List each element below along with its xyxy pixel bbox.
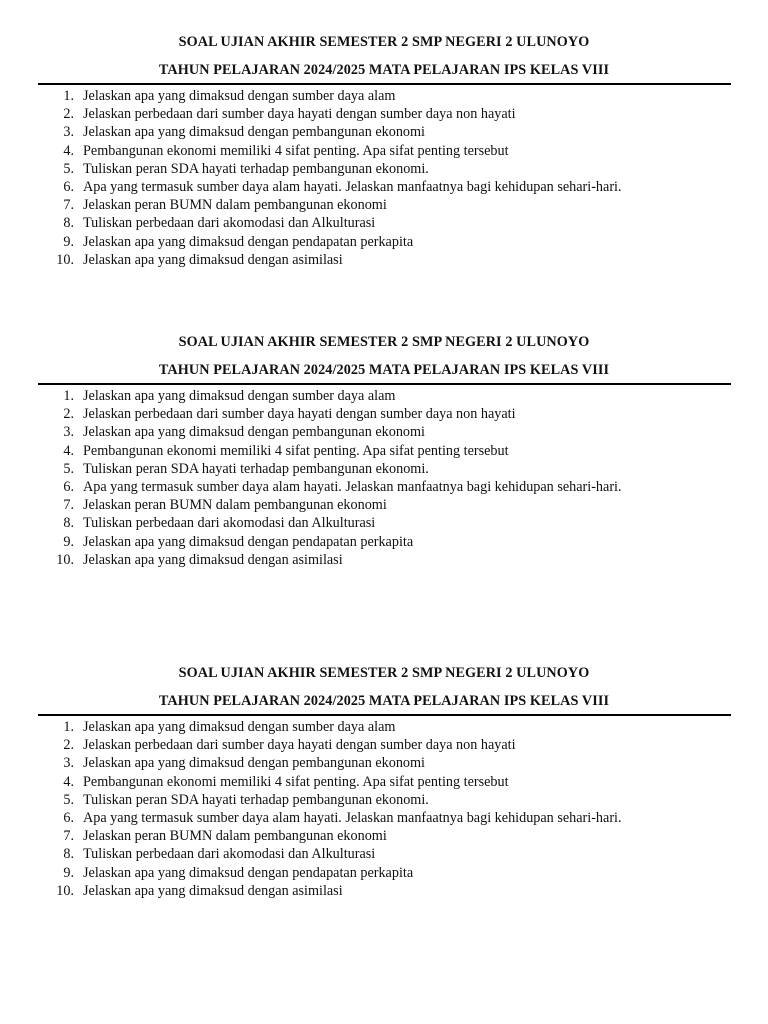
question-number: 4. <box>63 142 74 159</box>
question-item <box>0 882 768 900</box>
question-item <box>0 773 768 791</box>
question-item <box>0 718 768 736</box>
exam-title-school: SOAL UJIAN AKHIR SEMESTER 2 SMP NEGERI 2 ULUNOYO <box>178 665 590 681</box>
question-text: Jelaskan perbedaan dari sumber daya hayati dengan sumber daya non hayati <box>83 737 516 754</box>
question-text: Jelaskan apa yang dimaksud dengan pembangunan ekonomi <box>83 124 425 141</box>
exam-sheet-1 <box>0 34 768 269</box>
question-number: 8. <box>63 515 74 532</box>
question-text: Jelaskan apa yang dimaksud dengan pembangunan ekonomi <box>83 755 425 772</box>
question-number: 9. <box>63 233 74 250</box>
question-item <box>0 514 768 532</box>
question-text: Jelaskan apa yang dimaksud dengan asimilasi <box>83 551 343 568</box>
question-text: Apa yang termasuk sumber daya alam hayati. Jelaskan manfaatnya bagi kehidupan sehari-hari. <box>83 809 622 826</box>
question-item <box>0 123 768 141</box>
exam-title-year: TAHUN PELAJARAN 2024/2025 MATA PELAJARAN IPS KELAS VIII <box>158 693 610 709</box>
header-divider <box>38 714 731 716</box>
question-text: Tuliskan peran SDA hayati terhadap pembangunan ekonomi. <box>83 791 429 808</box>
question-text: Jelaskan apa yang dimaksud dengan sumber daya alam <box>83 388 396 404</box>
question-text: Jelaskan apa yang dimaksud dengan sumber daya alam <box>83 88 396 104</box>
question-number: 3. <box>63 755 74 772</box>
question-item <box>0 791 768 809</box>
question-item <box>0 142 768 160</box>
question-item <box>0 460 768 478</box>
question-text: Apa yang termasuk sumber daya alam hayati. Jelaskan manfaatnya bagi kehidupan sehari-hari. <box>83 178 622 195</box>
question-item <box>0 496 768 514</box>
question-number: 3. <box>63 424 74 441</box>
exam-sheet-2 <box>0 334 768 569</box>
question-number: 9. <box>63 864 74 881</box>
question-number: 3. <box>63 124 74 141</box>
question-text: Jelaskan apa yang dimaksud dengan pendapatan perkapita <box>83 533 414 550</box>
question-list <box>0 387 768 569</box>
question-item <box>0 809 768 827</box>
question-item <box>0 736 768 754</box>
question-text: Jelaskan peran BUMN dalam pembangunan ekonomi <box>83 828 387 845</box>
question-text: Jelaskan peran BUMN dalam pembangunan ekonomi <box>83 197 387 214</box>
question-text: Tuliskan perbedaan dari akomodasi dan Alkulturasi <box>83 215 376 232</box>
question-item <box>0 423 768 441</box>
question-number: 8. <box>63 846 74 863</box>
question-text: Tuliskan peran SDA hayati terhadap pembangunan ekonomi. <box>83 460 429 477</box>
question-item <box>0 87 768 105</box>
question-item <box>0 214 768 232</box>
question-number: 5. <box>63 160 74 177</box>
question-text: Pembangunan ekonomi memiliki 4 sifat penting. Apa sifat penting tersebut <box>83 442 509 459</box>
question-item <box>0 442 768 460</box>
question-number: 2. <box>63 406 74 423</box>
exam-title-school: SOAL UJIAN AKHIR SEMESTER 2 SMP NEGERI 2 ULUNOYO <box>178 334 590 350</box>
question-text: Jelaskan apa yang dimaksud dengan pendapatan perkapita <box>83 233 414 250</box>
question-text: Jelaskan perbedaan dari sumber daya hayati dengan sumber daya non hayati <box>83 106 516 123</box>
question-item <box>0 105 768 123</box>
question-item <box>0 196 768 214</box>
question-number: 1. <box>63 719 74 735</box>
question-text: Jelaskan perbedaan dari sumber daya hayati dengan sumber daya non hayati <box>83 406 516 423</box>
question-number: 6. <box>63 178 74 195</box>
header-divider <box>38 83 731 85</box>
question-text: Jelaskan apa yang dimaksud dengan pendapatan perkapita <box>83 864 414 881</box>
question-item <box>0 233 768 251</box>
question-item <box>0 845 768 863</box>
question-number: 10. <box>56 251 74 268</box>
question-text: Jelaskan apa yang dimaksud dengan asimilasi <box>83 251 343 268</box>
question-item <box>0 533 768 551</box>
question-text: Tuliskan perbedaan dari akomodasi dan Alkulturasi <box>83 846 376 863</box>
question-text: Jelaskan apa yang dimaksud dengan sumber daya alam <box>83 719 396 735</box>
question-item <box>0 387 768 405</box>
question-number: 2. <box>63 106 74 123</box>
question-number: 2. <box>63 737 74 754</box>
exam-title-year: TAHUN PELAJARAN 2024/2025 MATA PELAJARAN IPS KELAS VIII <box>158 362 610 378</box>
question-number: 9. <box>63 533 74 550</box>
question-item <box>0 178 768 196</box>
question-item <box>0 754 768 772</box>
exam-sheet-3 <box>0 665 768 900</box>
question-item <box>0 864 768 882</box>
question-number: 7. <box>63 828 74 845</box>
question-number: 4. <box>63 773 74 790</box>
question-number: 4. <box>63 442 74 459</box>
question-text: Tuliskan peran SDA hayati terhadap pembangunan ekonomi. <box>83 160 429 177</box>
question-number: 7. <box>63 197 74 214</box>
question-list <box>0 718 768 900</box>
exam-title-school: SOAL UJIAN AKHIR SEMESTER 2 SMP NEGERI 2 ULUNOYO <box>178 34 590 50</box>
question-number: 8. <box>63 215 74 232</box>
question-item <box>0 827 768 845</box>
question-number: 7. <box>63 497 74 514</box>
question-number: 1. <box>63 88 74 104</box>
question-list <box>0 87 768 269</box>
question-item <box>0 405 768 423</box>
question-item <box>0 251 768 269</box>
question-text: Pembangunan ekonomi memiliki 4 sifat penting. Apa sifat penting tersebut <box>83 142 509 159</box>
question-text: Jelaskan peran BUMN dalam pembangunan ekonomi <box>83 497 387 514</box>
question-text: Tuliskan perbedaan dari akomodasi dan Alkulturasi <box>83 515 376 532</box>
question-text: Jelaskan apa yang dimaksud dengan asimilasi <box>83 882 343 899</box>
question-number: 1. <box>63 388 74 404</box>
header-divider <box>38 383 731 385</box>
question-number: 10. <box>56 882 74 899</box>
question-number: 5. <box>63 791 74 808</box>
exam-title-year: TAHUN PELAJARAN 2024/2025 MATA PELAJARAN IPS KELAS VIII <box>158 62 610 78</box>
question-text: Pembangunan ekonomi memiliki 4 sifat penting. Apa sifat penting tersebut <box>83 773 509 790</box>
question-text: Apa yang termasuk sumber daya alam hayati. Jelaskan manfaatnya bagi kehidupan sehari-hari. <box>83 478 622 495</box>
question-item <box>0 551 768 569</box>
question-number: 6. <box>63 478 74 495</box>
question-number: 6. <box>63 809 74 826</box>
question-number: 5. <box>63 460 74 477</box>
question-item <box>0 160 768 178</box>
question-text: Jelaskan apa yang dimaksud dengan pembangunan ekonomi <box>83 424 425 441</box>
question-item <box>0 478 768 496</box>
question-number: 10. <box>56 551 74 568</box>
